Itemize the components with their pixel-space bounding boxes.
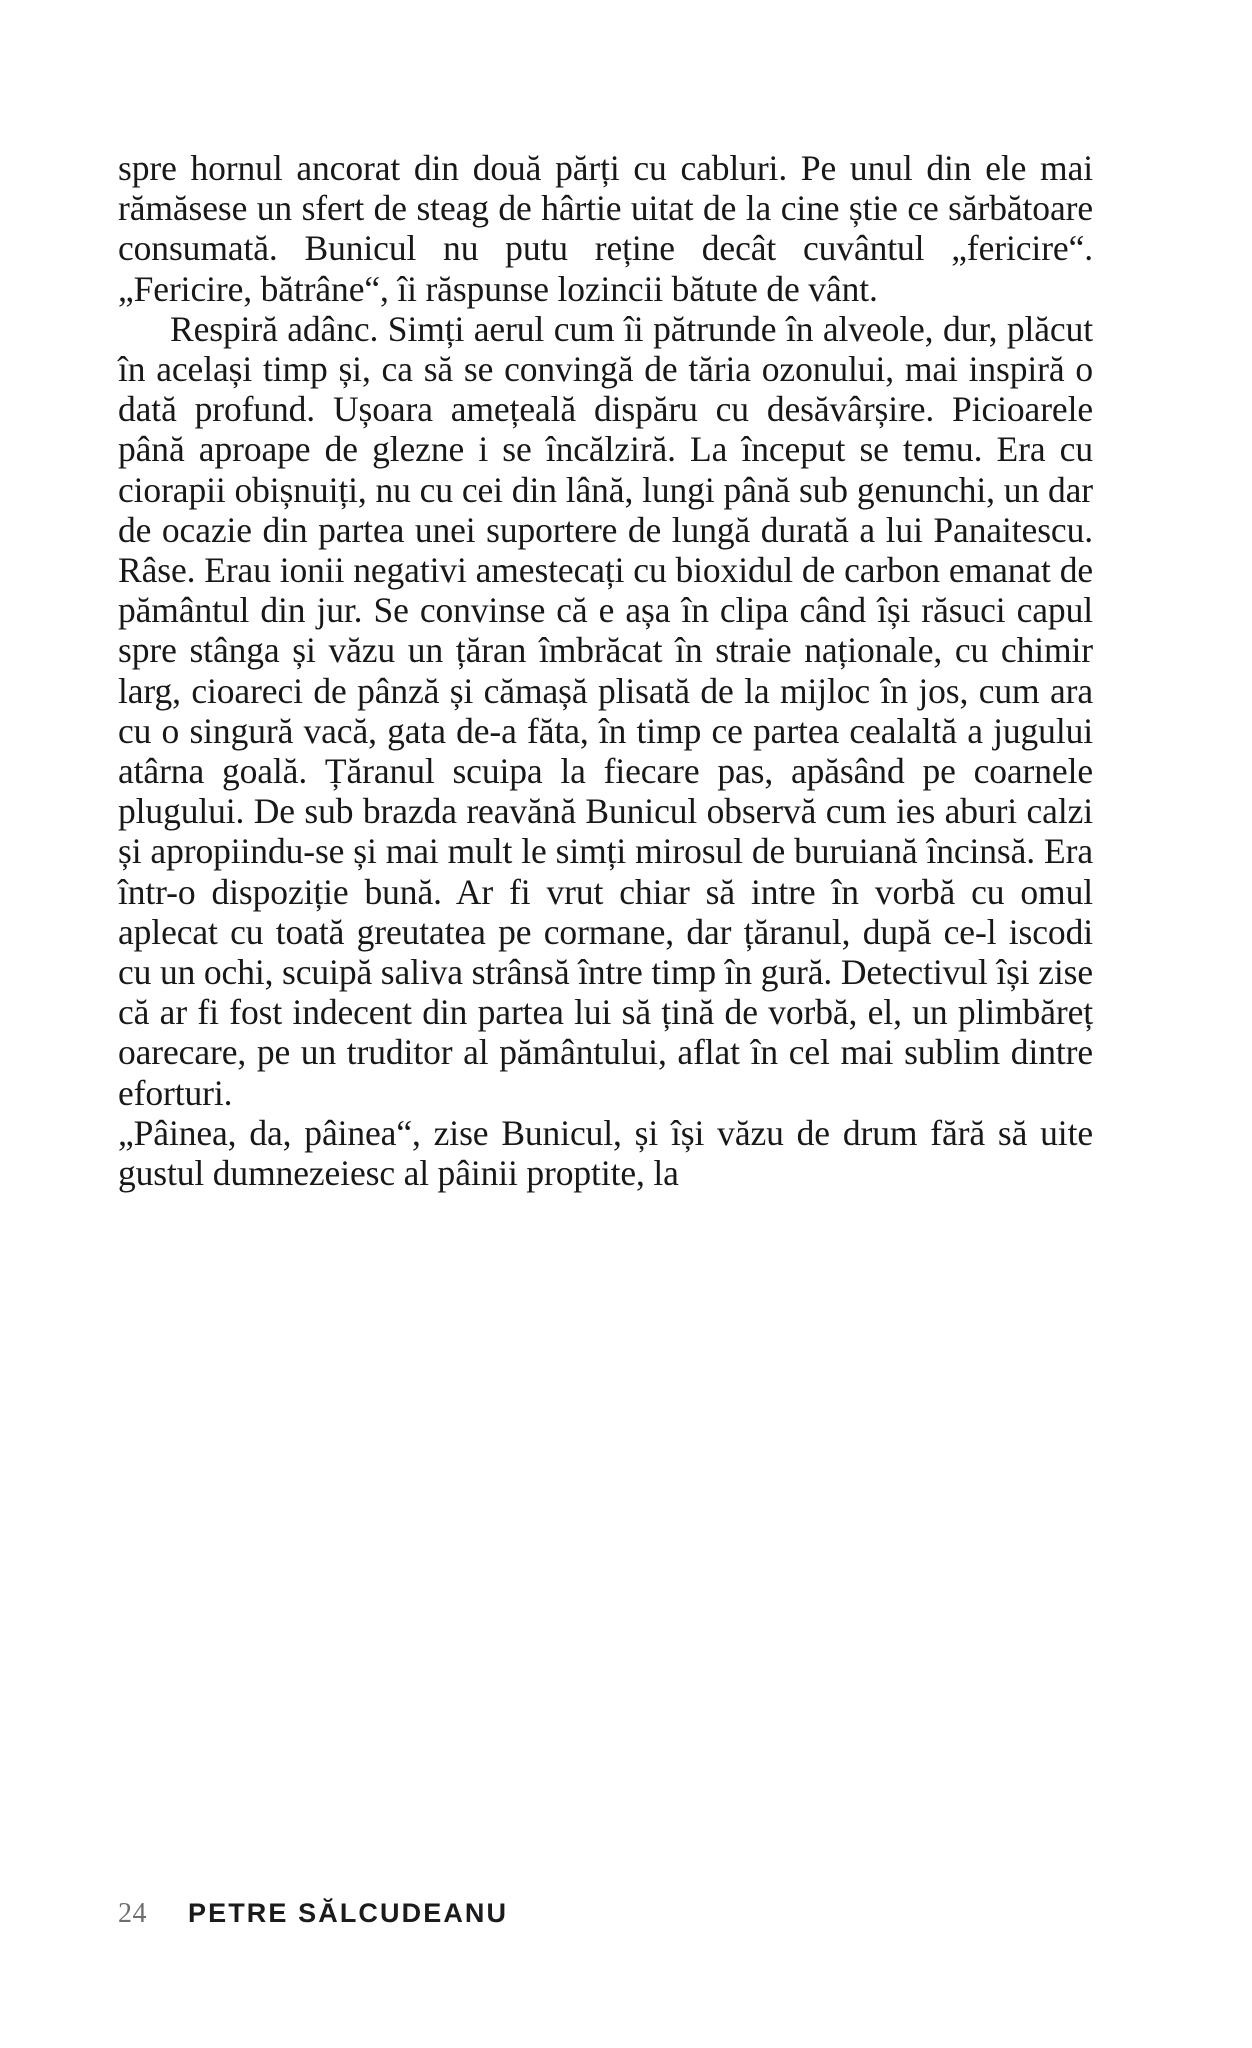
paragraph-1: spre hornul ancorat din două părți cu cabluri. Pe unul din ele mai rămăsese un sfert de steag de hârtie uitat de la cine știe ce sărbătoare consumată. Bunicul nu putu reține decât cuvântul „fericire“. „Fericire, bătrâne“, îi răspunse lozincii bătute de vânt. [118,148,1093,309]
page-footer [118,1898,1093,1930]
paragraph-2: Respiră adânc. Simți aerul cum îi pătrunde în alveole, dur, plăcut în același timp și, ca să se convingă de tăria ozonului, mai inspiră o dată profund. Ușoara amețeală dispăru cu desăvârșire. Picioarele până aproape de glezne i se încălziră. La început se temu. Era cu ciorapii obișnuiți, nu cu cei din lână, lungi până sub genunchi, un dar de ocazie din partea unei suportere de lungă durată a lui Panaitescu. Râse. Erau ionii negativi amestecați cu bioxidul de carbon emanat de pământul din jur. Se convinse că e așa în clipa când își răsuci capul spre stânga și văzu un țăran îmbrăcat în straie naționale, cu chimir larg, cioareci de pânză și cămașă plisată de la mijloc în jos, cum ara cu o singură vacă, gata de-a făta, în timp ce partea cealaltă a jugului atârna goală. Țăranul scuipa la fiecare pas, apăsând pe coarnele plugului. De sub brazda reavănă Bunicul observă cum ies aburi calzi și apropiindu-se și mai mult le simți mirosul de buruiană încinsă. Era într-o dispoziție bună. Ar fi vrut chiar să intre în vorbă cu omul aplecat cu toată greutatea pe cormane, dar țăranul, după ce-l iscodi cu un ochi, scuipă saliva strânsă între timp în gură. Detectivul își zise că ar fi fost indecent din partea lui să țină de vorbă, el, un plimbăreț oarecare, pe un truditor al pământului, aflat în cel mai sublim dintre eforturi. [118,308,1093,1113]
running-head-author: PETRE SĂLCUDEANU [188,1898,509,1928]
body-text-block [118,148,1093,1193]
paragraph-3: „Pâinea, da, pâinea“, zise Bunicul, și își văzu de drum fără să uite gustul dumnezeiesc al pâinii proptite, la [118,1112,1093,1194]
page-number: 24 [118,1898,147,1929]
